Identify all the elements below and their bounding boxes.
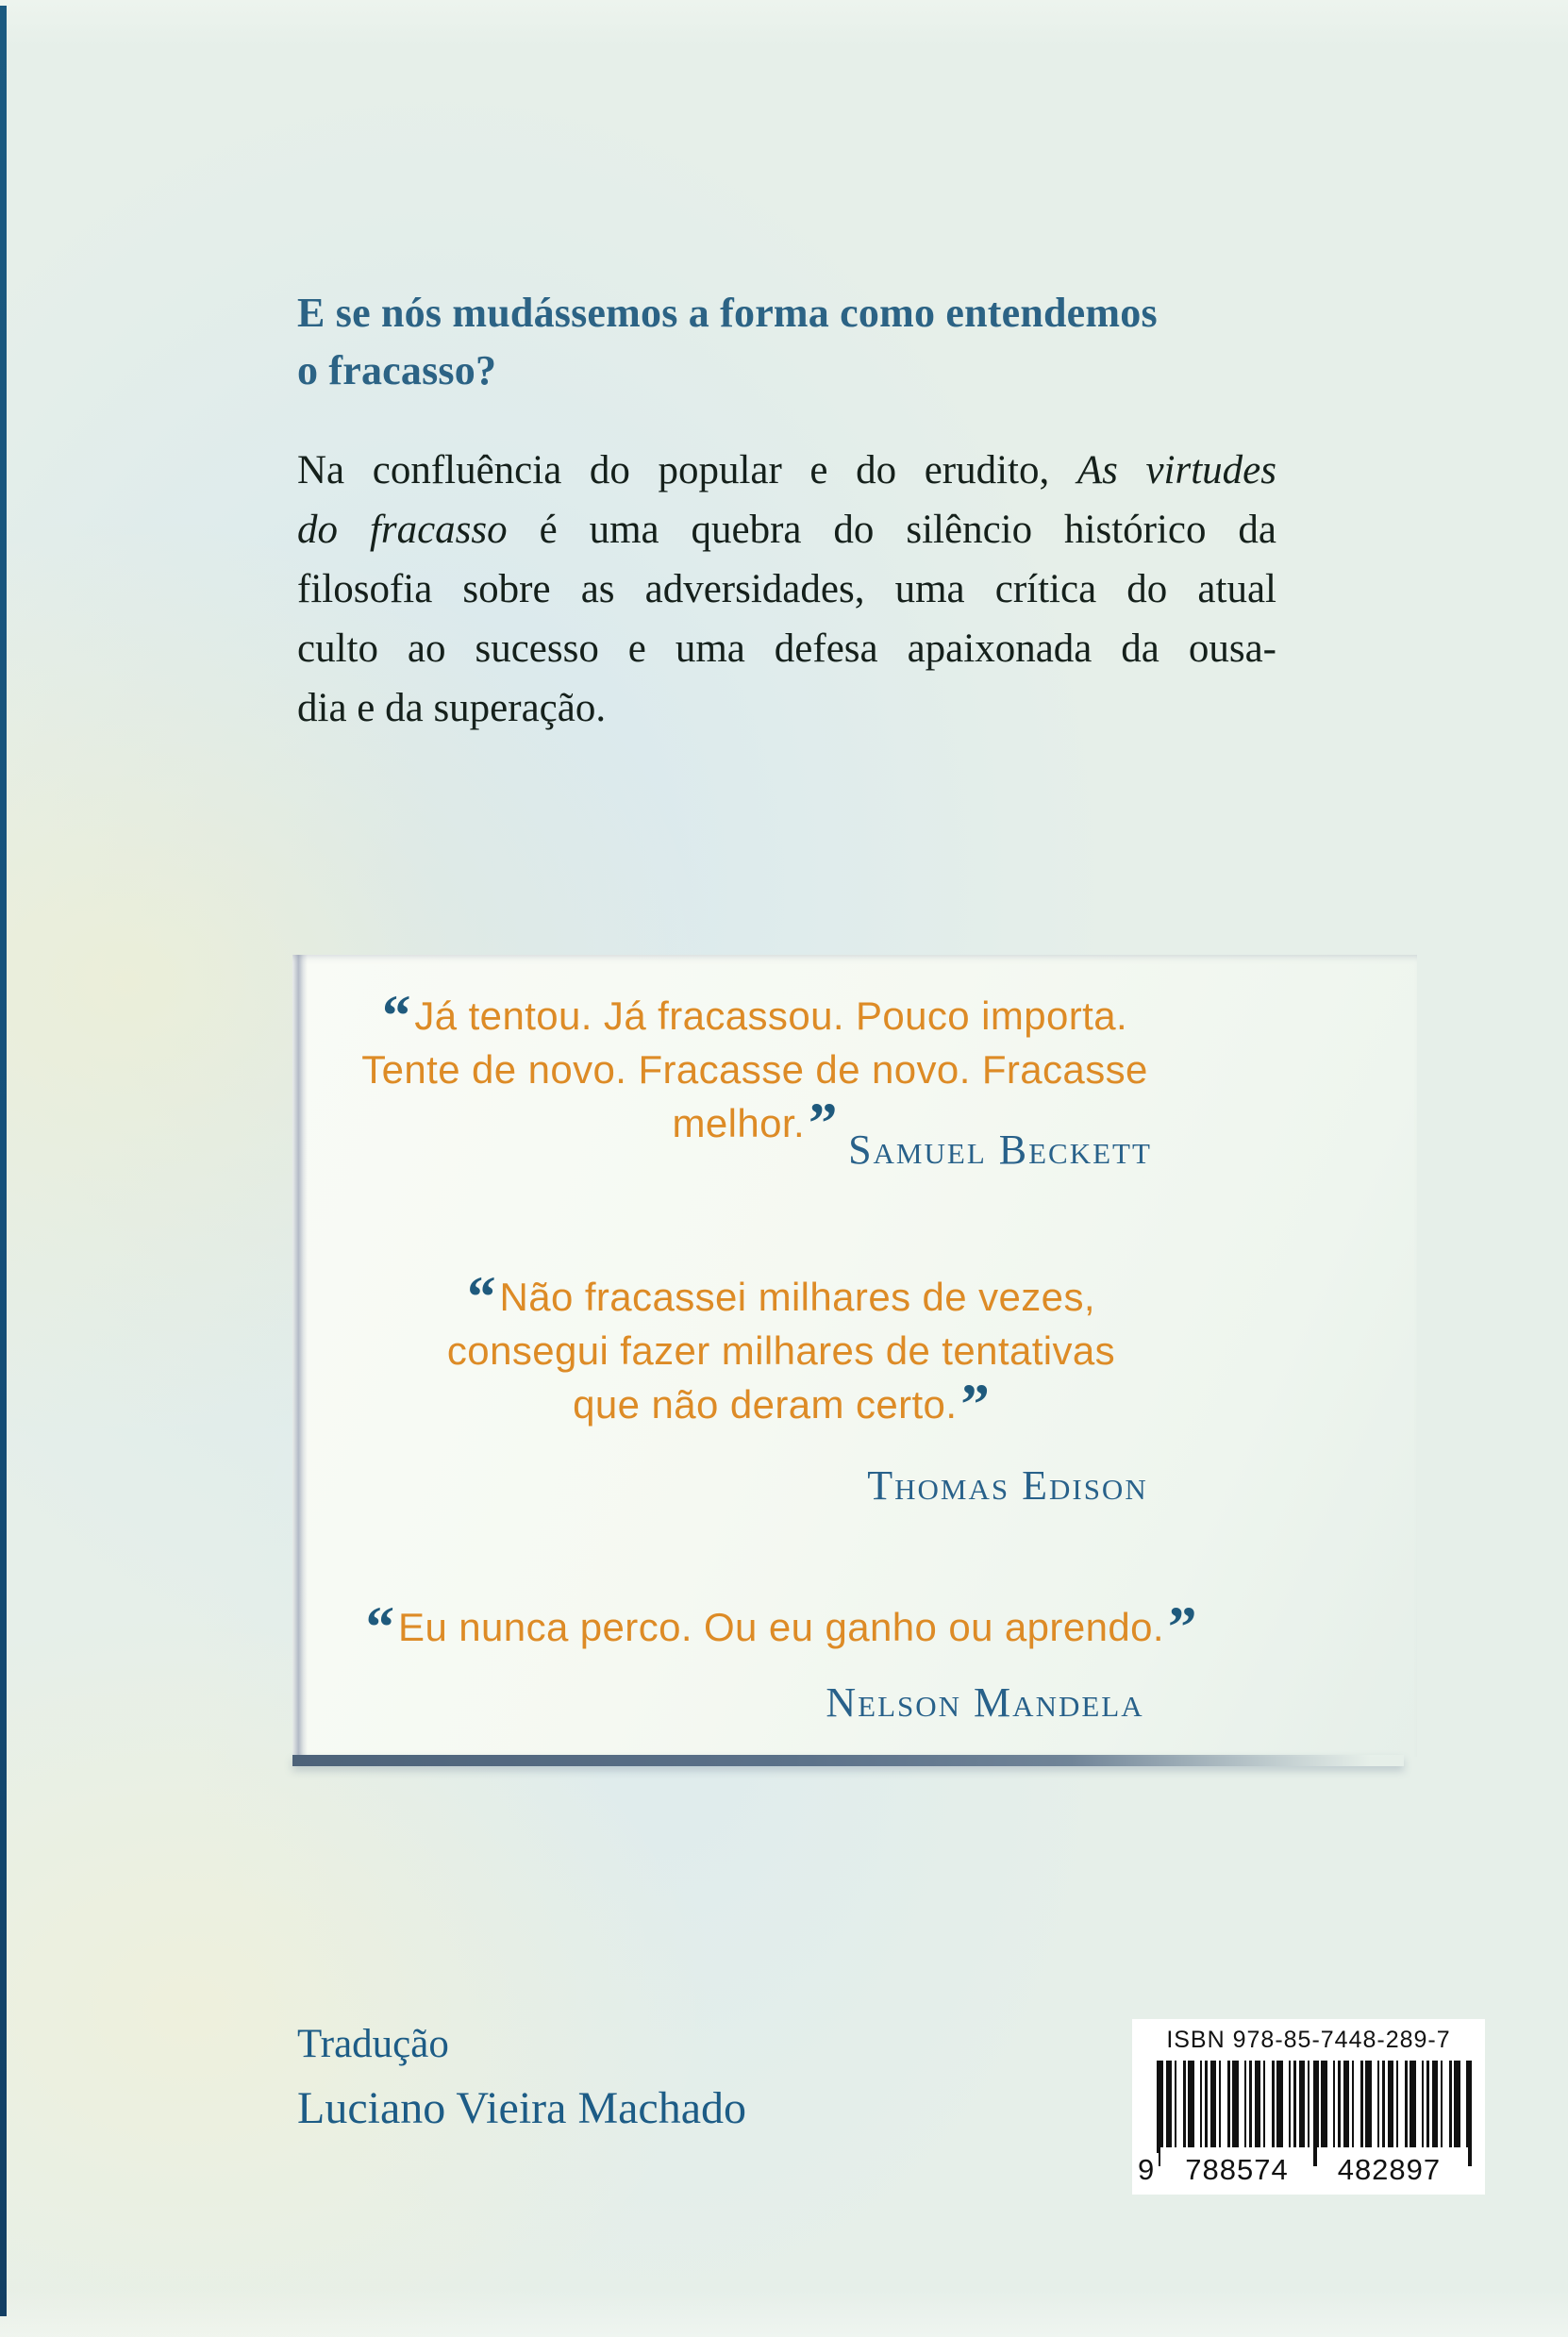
- blurb-line: [297, 500, 1276, 559]
- blurb-line: culto ao sucesso e uma defesa apaixonada da ousa-: [297, 626, 1276, 671]
- quote-mandela: [319, 1596, 1243, 1660]
- quote-author-edison: Thomas Edison: [867, 1462, 1148, 1509]
- quote-author-beckett: Samuel Beckett: [848, 1127, 1152, 1173]
- quote-author-mandela: Nelson Mandela: [826, 1679, 1144, 1726]
- quote-line: [319, 1374, 1243, 1437]
- quote-line: [319, 1596, 1243, 1660]
- translation-credit: [297, 2011, 746, 2140]
- panel-bottom-shadow: [292, 1755, 1404, 1766]
- quote-line: [319, 1266, 1243, 1329]
- quote-edison: [319, 1266, 1243, 1437]
- quote-close-mark-icon: ”: [809, 1093, 838, 1156]
- barcode-digit-group: 788574: [1181, 2153, 1292, 2187]
- quote-close-mark-icon: ”: [960, 1374, 990, 1437]
- barcode-digit-group: 482897: [1334, 2153, 1444, 2187]
- quote-close-mark-icon: ”: [1167, 1596, 1197, 1660]
- quotes-panel: [292, 955, 1417, 1757]
- spine-edge-stripe: [0, 6, 7, 2316]
- translation-label: Tradução: [297, 2022, 449, 2066]
- isbn-text: ISBN 978-85-7448-289-7: [1166, 2027, 1451, 2053]
- barcode-digits: [1132, 2153, 1485, 2187]
- quote-text: Eu nunca perco. Ou eu ganho ou aprendo.: [398, 1605, 1164, 1649]
- barcode-label: [1132, 2019, 1485, 2195]
- quote-open-mark-icon: “: [381, 985, 411, 1048]
- quote-line: [292, 985, 1217, 1048]
- blurb-paragraph: [297, 441, 1276, 738]
- quote-open-mark-icon: “: [467, 1266, 496, 1329]
- barcode-digit-group: 9: [1134, 2153, 1159, 2187]
- book-title-italic: do fracasso: [297, 508, 508, 552]
- quote-line: consegui fazer milhares de tentativas: [446, 1328, 1116, 1373]
- quote-text: Já tentou. Já fracassou. Pouco importa.: [414, 993, 1128, 1038]
- blurb-text: é uma quebra do silêncio histórico da: [507, 508, 1276, 552]
- barcode-guard-bar: [1468, 2061, 1472, 2166]
- blurb-line: [297, 441, 1276, 500]
- blurb-line: dia e da superação.: [297, 686, 607, 730]
- translator-name: Luciano Vieira Machado: [297, 2083, 747, 2133]
- barcode-guard-bar: [1157, 2061, 1160, 2166]
- quote-text: Não fracassei milhares de vezes,: [499, 1275, 1095, 1319]
- book-title-italic: As virtudes: [1076, 448, 1276, 492]
- headline-line-1: E se nós mudássemos a forma como entendemos: [297, 290, 1158, 336]
- headline-line-2: o fracasso?: [297, 347, 497, 393]
- quote-text: Tente de novo. Fracasse de novo. Fracasse melhor.: [361, 1047, 1148, 1145]
- quote-text: que não deram certo.: [573, 1382, 958, 1427]
- barcode-guard-bar: [1313, 2061, 1317, 2166]
- headline: [297, 284, 1316, 399]
- quote-open-mark-icon: “: [365, 1596, 395, 1660]
- blurb-text: Na confluência do popular e do erudito,: [297, 448, 1077, 492]
- blurb-line: filosofia sobre as adversidades, uma crítica do atual: [297, 567, 1276, 611]
